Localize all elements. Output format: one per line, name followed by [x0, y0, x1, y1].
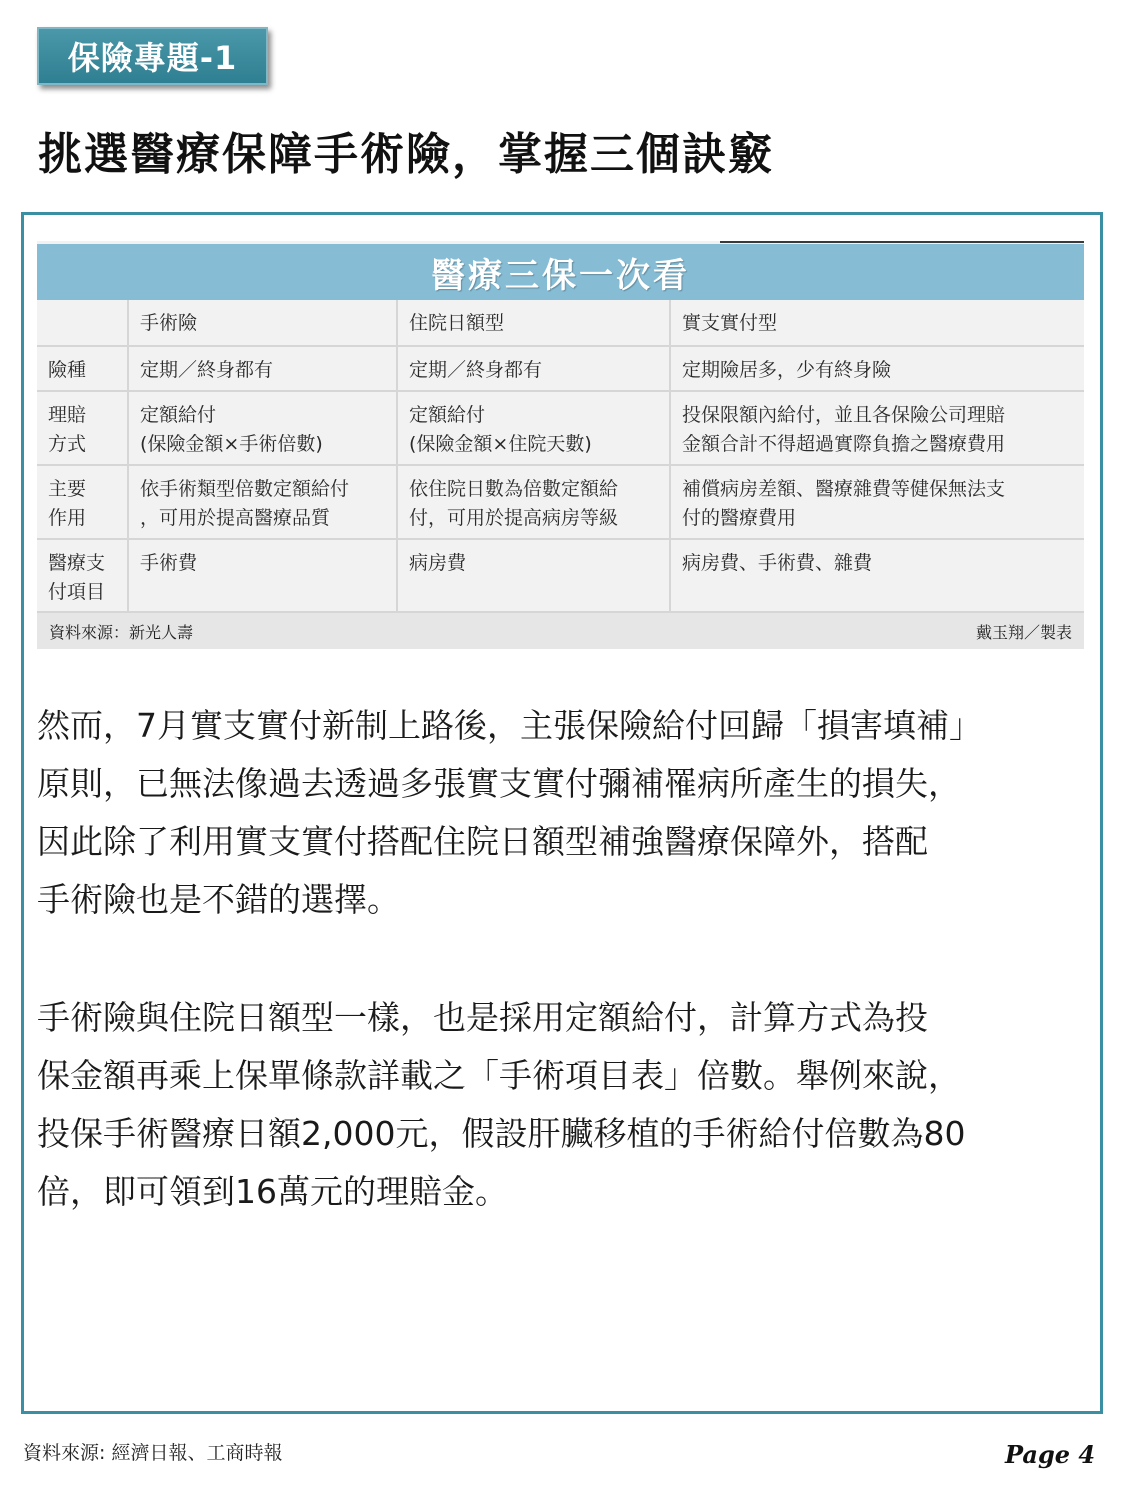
footer-source: 資料來源: 經濟日報、工商時報 — [23, 1442, 283, 1464]
table-cell: 手術費 — [128, 539, 397, 612]
page-title: 挑選醫療保障手術險，掌握三個訣竅 — [38, 129, 774, 180]
comparison-table — [37, 241, 1084, 649]
table-grid — [37, 300, 1084, 612]
row-label: 主要 作用 — [37, 465, 128, 539]
table-row — [37, 391, 1084, 465]
table-row — [37, 346, 1084, 391]
table-cell: 病房費、手術費、雜費 — [670, 539, 1084, 612]
table-cell: 依手術類型倍數定額給付 ，可用於提高醫療品質 — [128, 465, 397, 539]
paragraph-line: 投保手術醫療日額2,000元，假設肝臟移植的手術給付倍數為80 — [37, 1114, 966, 1153]
column-header: 實支實付型 — [670, 300, 1084, 346]
table-cell: 定期／終身都有 — [128, 346, 397, 391]
table-header-row — [37, 300, 1084, 346]
column-header: 住院日額型 — [397, 300, 670, 346]
body-paragraph-2 — [37, 989, 1102, 1221]
table-cell: 補償病房差額、醫療雜費等健保無法支 付的醫療費用 — [670, 465, 1084, 539]
table-credit: 戴玉翔／製表 — [975, 622, 1072, 642]
row-label: 理賠 方式 — [37, 391, 128, 465]
table-row — [37, 539, 1084, 612]
table-heading: 醫療三保一次看 — [37, 244, 1084, 300]
paragraph-line: 保金額再乘上保單條款詳載之「手術項目表」倍數。舉例來說， — [37, 1056, 961, 1095]
paragraph-line: 原則，已無法像過去透過多張實支實付彌補罹病所產生的損失， — [37, 764, 961, 803]
table-cell: 定期／終身都有 — [397, 346, 670, 391]
paragraph-line: 手術險也是不錯的選擇。 — [37, 880, 400, 919]
table-cell: 投保限額內給付，並且各保險公司理賠 金額合計不得超過實際負擔之醫療費用 — [670, 391, 1084, 465]
paragraph-line: 倍，即可領到16萬元的理賠金。 — [37, 1172, 508, 1211]
table-cell: 病房費 — [397, 539, 670, 612]
table-source: 資料來源：新光人壽 — [49, 622, 194, 642]
row-label: 險種 — [37, 346, 128, 391]
page-number: Page 4 — [1005, 1440, 1096, 1469]
body-paragraph-1 — [37, 697, 1102, 929]
table-cell: 定額給付 (保險金額×住院天數) — [397, 391, 670, 465]
paragraph-line: 然而，7月實支實付新制上路後，主張保險給付回歸「損害填補」 — [37, 706, 982, 745]
row-label: 醫療支 付項目 — [37, 539, 128, 612]
column-header: 手術險 — [128, 300, 397, 346]
section-tag: 保險專題-1 — [37, 27, 268, 85]
table-footer — [37, 611, 1084, 649]
table-top-rule — [720, 241, 1084, 243]
table-cell: 依住院日數為倍數定額給 付，可用於提高病房等級 — [397, 465, 670, 539]
column-header — [37, 300, 128, 346]
table-cell: 定額給付 (保險金額×手術倍數) — [128, 391, 397, 465]
paragraph-line: 手術險與住院日額型一樣，也是採用定額給付，計算方式為投 — [37, 998, 928, 1037]
table-row — [37, 465, 1084, 539]
paragraph-line: 因此除了利用實支實付搭配住院日額型補強醫療保障外，搭配 — [37, 822, 928, 861]
table-cell: 定期險居多，少有終身險 — [670, 346, 1084, 391]
